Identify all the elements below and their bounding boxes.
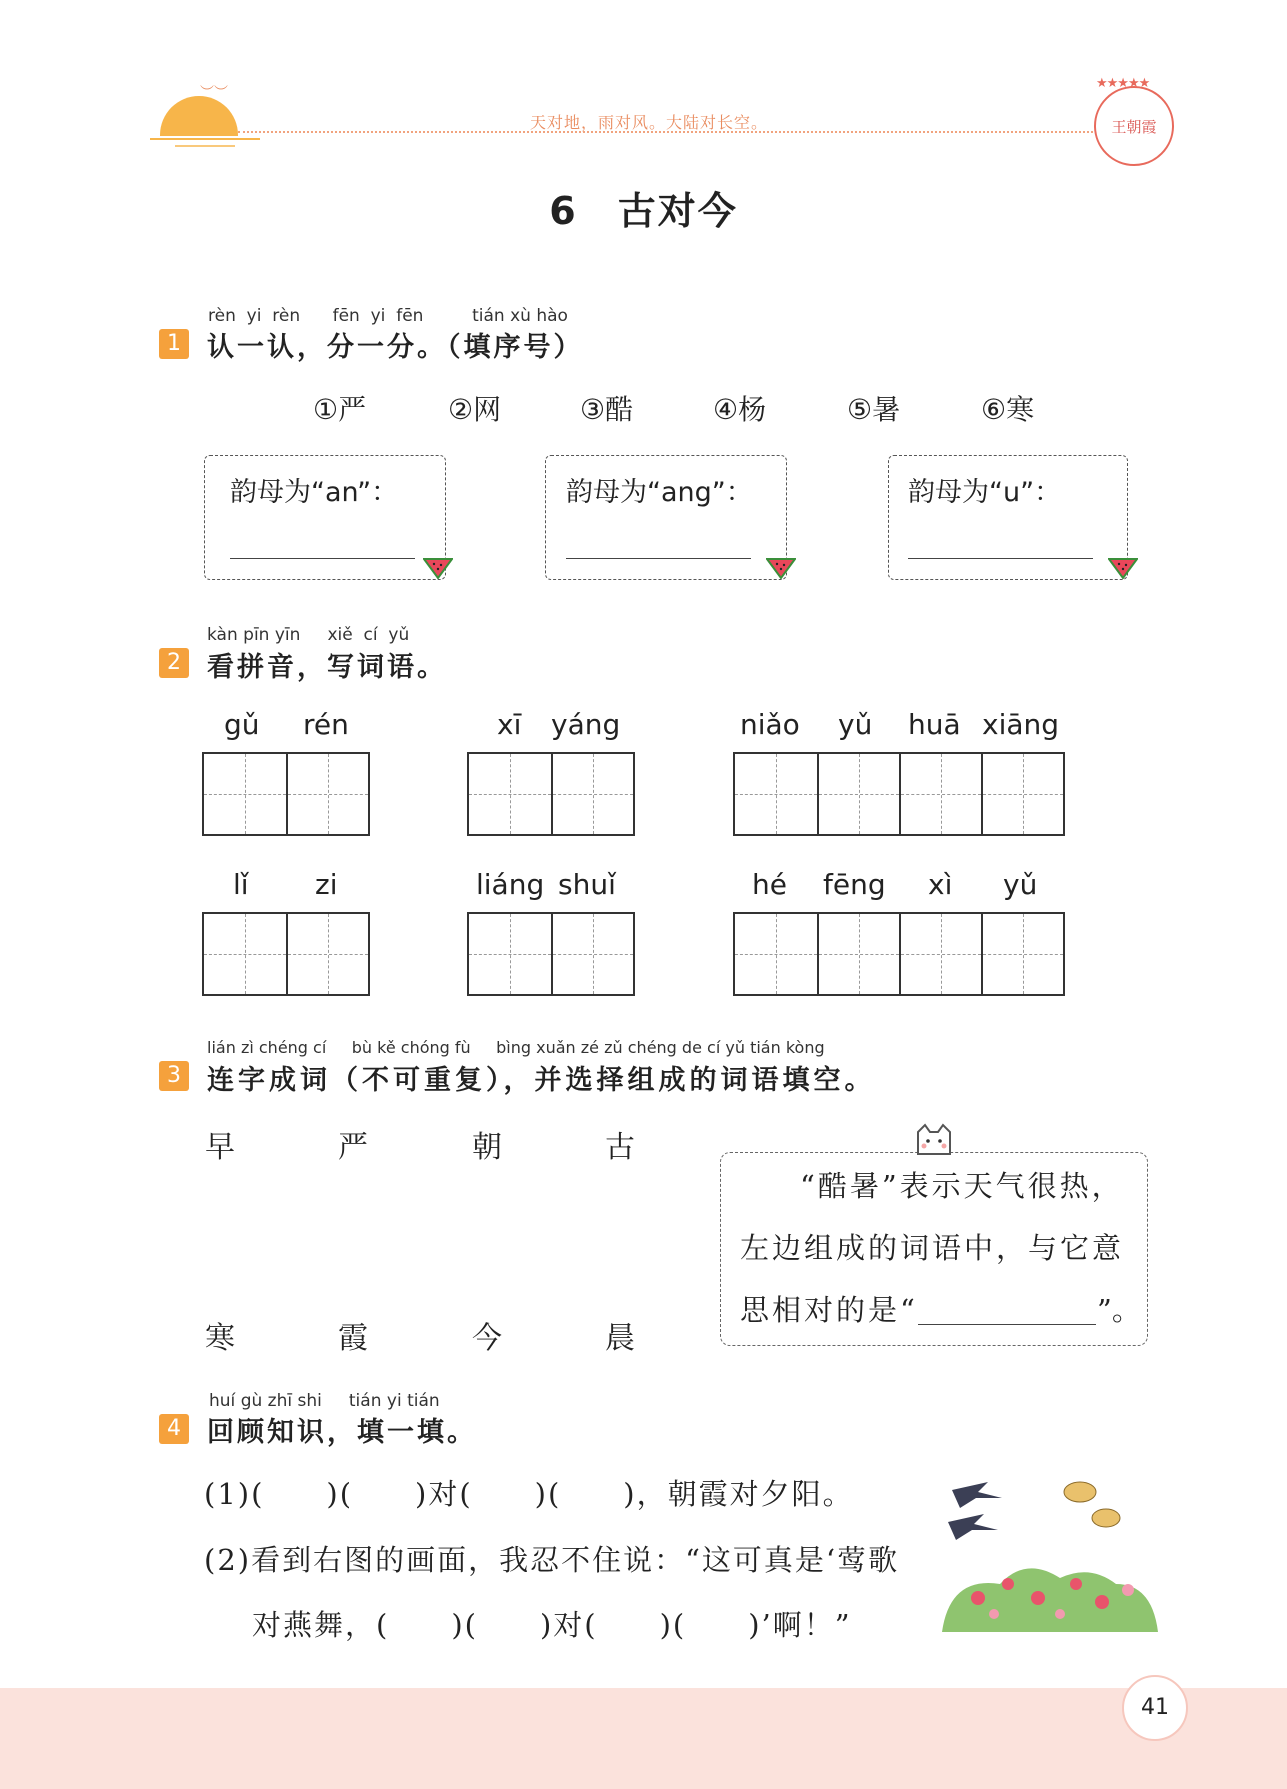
q2-number-badge: 2 xyxy=(159,648,189,678)
answer-line[interactable] xyxy=(566,558,751,559)
cat-icon xyxy=(914,1122,954,1156)
sun-decoration xyxy=(160,96,238,136)
q3-instruction: 连字成词（不可重复），并选择组成的词语填空。 xyxy=(207,1065,876,1096)
swallow-icon xyxy=(948,1514,998,1540)
writing-grid-xiyang[interactable] xyxy=(467,752,635,836)
option-3: ③酷 xyxy=(580,393,634,426)
swallows-orioles-illustration xyxy=(940,1472,1160,1638)
stars-icon: ★★★★★ xyxy=(1096,76,1150,91)
watermelon-icon xyxy=(423,557,453,579)
tip-line-4: ”。 xyxy=(1097,1293,1141,1327)
pinyin-label: rén xyxy=(303,708,349,741)
bird-icon: ︶︶ xyxy=(200,85,228,101)
char-bottom-1[interactable]: 寒 xyxy=(205,1321,235,1356)
pinyin-label: zi xyxy=(315,868,338,901)
pinyin-label: hé xyxy=(752,868,787,901)
pinyin-label: huā xyxy=(908,708,961,741)
writing-grid-niaoyuhuaxiang[interactable] xyxy=(733,752,1065,836)
answer-line[interactable] xyxy=(230,558,415,559)
pinyin-label: lǐ xyxy=(233,868,249,901)
sort-box-label: 韵母为“ang”： xyxy=(566,477,753,508)
char-bottom-3[interactable]: 今 xyxy=(472,1321,502,1356)
sort-box-label: 韵母为“an”： xyxy=(230,477,399,508)
q4-line-2[interactable]: (2)看到右图的画面，我忍不住说：“这可真是‘莺歌 xyxy=(204,1543,900,1577)
author-seal xyxy=(1094,86,1174,166)
lesson-title: 6 古对今 xyxy=(549,189,738,233)
swallow-icon xyxy=(952,1482,1002,1508)
pinyin-label: yǔ xyxy=(838,708,873,741)
q3-number-badge: 3 xyxy=(159,1061,189,1091)
q2-instruction: 看拼音，写词语。 xyxy=(207,652,447,683)
char-top-3[interactable]: 朝 xyxy=(472,1130,502,1165)
option-4: ④杨 xyxy=(713,393,767,426)
char-bottom-4[interactable]: 晨 xyxy=(605,1321,635,1356)
q1-pinyin: rèn yi rèn fēn yi fēn tián xù hào xyxy=(208,306,568,326)
oriole-icon xyxy=(1064,1482,1120,1527)
char-bottom-2[interactable]: 霞 xyxy=(338,1321,368,1356)
pinyin-label: gǔ xyxy=(224,708,260,741)
answer-line[interactable] xyxy=(918,1324,1096,1325)
q1-number-badge: 1 xyxy=(159,329,189,359)
pinyin-label: xī xyxy=(497,708,522,741)
pinyin-label: xiāng xyxy=(982,708,1060,741)
q4-line-3[interactable]: 对燕舞，( )( )对( )( )’啊！” xyxy=(252,1608,852,1642)
option-6: ⑥寒 xyxy=(981,393,1035,426)
char-top-4[interactable]: 古 xyxy=(605,1130,635,1165)
q4-pinyin: huí gù zhī shi tián yi tián xyxy=(209,1391,440,1411)
header-motto: 天对地，雨对风。大陆对长空。 xyxy=(530,113,769,132)
pinyin-label: yáng xyxy=(551,708,621,741)
pinyin-label: xì xyxy=(928,868,953,901)
writing-grid-hefengxiyu[interactable] xyxy=(733,912,1065,996)
q2-pinyin: kàn pīn yīn xiě cí yǔ xyxy=(207,625,410,645)
option-5: ⑤暑 xyxy=(847,393,901,426)
answer-line[interactable] xyxy=(908,558,1093,559)
watermelon-icon xyxy=(1108,557,1138,579)
writing-grid-liangshui[interactable] xyxy=(467,912,635,996)
horizon-line xyxy=(175,145,235,147)
pinyin-label: shuǐ xyxy=(558,868,616,901)
tip-line-2: 左边组成的词语中，与它意 xyxy=(740,1231,1125,1265)
pinyin-label: niǎo xyxy=(740,708,800,741)
flower-bush xyxy=(942,1568,1158,1632)
char-top-1[interactable]: 早 xyxy=(205,1130,235,1165)
pinyin-label: fēng xyxy=(823,868,886,901)
q4-line-1[interactable]: (1)( )( )对( )( )，朝霞对夕阳。 xyxy=(204,1477,854,1511)
sort-box-label: 韵母为“u”： xyxy=(908,477,1062,508)
pinyin-label: liáng xyxy=(476,868,545,901)
q4-instruction: 回顾知识，填一填。 xyxy=(207,1417,477,1448)
option-1: ①严 xyxy=(313,393,367,426)
writing-grid-lizi[interactable] xyxy=(202,912,370,996)
watermelon-icon xyxy=(766,557,796,579)
seal-text: 王朝霞 xyxy=(1111,117,1157,136)
q1-instruction: 认一认，分一分。（填序号） xyxy=(207,332,584,363)
option-2: ②网 xyxy=(448,393,502,426)
footer-band xyxy=(0,1688,1287,1789)
q3-pinyin: lián zì chéng cí bù kě chóng fù bìng xuǎn zé zǔ chéng de cí yǔ tián kòng xyxy=(207,1038,825,1057)
pinyin-label: yǔ xyxy=(1003,868,1038,901)
page-number: 41 xyxy=(1122,1675,1188,1741)
horizon-line xyxy=(150,138,260,140)
tip-line-1: “酷暑”表示天气很热， xyxy=(800,1169,1124,1203)
q4-number-badge: 4 xyxy=(159,1414,189,1444)
writing-grid-guren[interactable] xyxy=(202,752,370,836)
tip-line-3: 思相对的是“ xyxy=(740,1293,918,1327)
char-top-2[interactable]: 严 xyxy=(338,1130,368,1165)
